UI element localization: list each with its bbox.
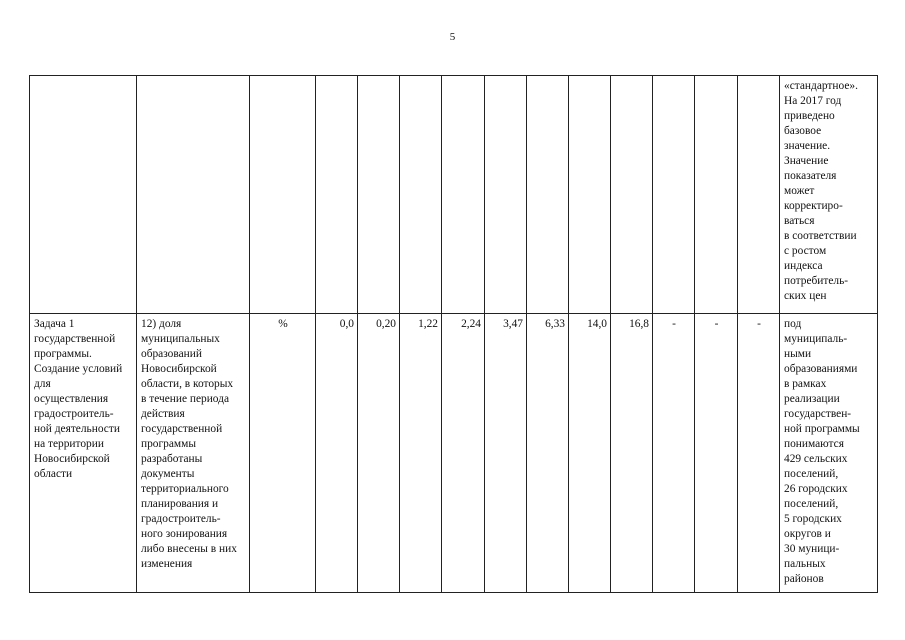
- note-cell: под муниципаль- ными образованиями в рамках реализации государствен- ной программы понимаются 429 сельских поселений, 26 городских поселений, 5 городских округов и 30 муници- пальных районов: [780, 314, 878, 593]
- unit-cell: [250, 76, 316, 314]
- indicator-cell: [137, 76, 250, 314]
- value-cell: 3,47: [485, 314, 527, 593]
- value-cell: 1,22: [400, 314, 442, 593]
- value-cell: [400, 76, 442, 314]
- unit-cell: %: [250, 314, 316, 593]
- value-cell: [485, 76, 527, 314]
- value-cell: 0,0: [316, 314, 358, 593]
- page-number: 5: [449, 31, 456, 43]
- value-cell: [527, 76, 569, 314]
- value-cell: [738, 76, 780, 314]
- indicator-cell: 12) доля муниципальных образований Новосибирской области, в которых в течение периода действия государственной программы разработаны документы территориального планирования и градостроитель- ного зонирования либо внесены в них изменения: [137, 314, 250, 593]
- note-cell: «стандартное». На 2017 год приведено базовое значение. Значение показателя может корректиро- ваться в соответствии с ростом индекса потребитель- ских цен: [780, 76, 878, 314]
- value-cell: [442, 76, 485, 314]
- indicators-table: [29, 75, 878, 593]
- value-cell: [569, 76, 611, 314]
- value-cell: [695, 76, 738, 314]
- table-row: [30, 314, 878, 593]
- value-cell: 0,20: [358, 314, 400, 593]
- value-cell: 6,33: [527, 314, 569, 593]
- value-cell: 2,24: [442, 314, 485, 593]
- value-cell: 14,0: [569, 314, 611, 593]
- value-cell: -: [695, 314, 738, 593]
- value-cell: 16,8: [611, 314, 653, 593]
- value-cell: [653, 76, 695, 314]
- value-cell: [358, 76, 400, 314]
- task-cell: Задача 1 государственной программы. Создание условий для осуществления градостроитель- ной деятельности на территории Новосибирской области: [30, 314, 137, 593]
- value-cell: -: [653, 314, 695, 593]
- table-row: [30, 76, 878, 314]
- task-cell: [30, 76, 137, 314]
- value-cell: [316, 76, 358, 314]
- value-cell: [611, 76, 653, 314]
- value-cell: -: [738, 314, 780, 593]
